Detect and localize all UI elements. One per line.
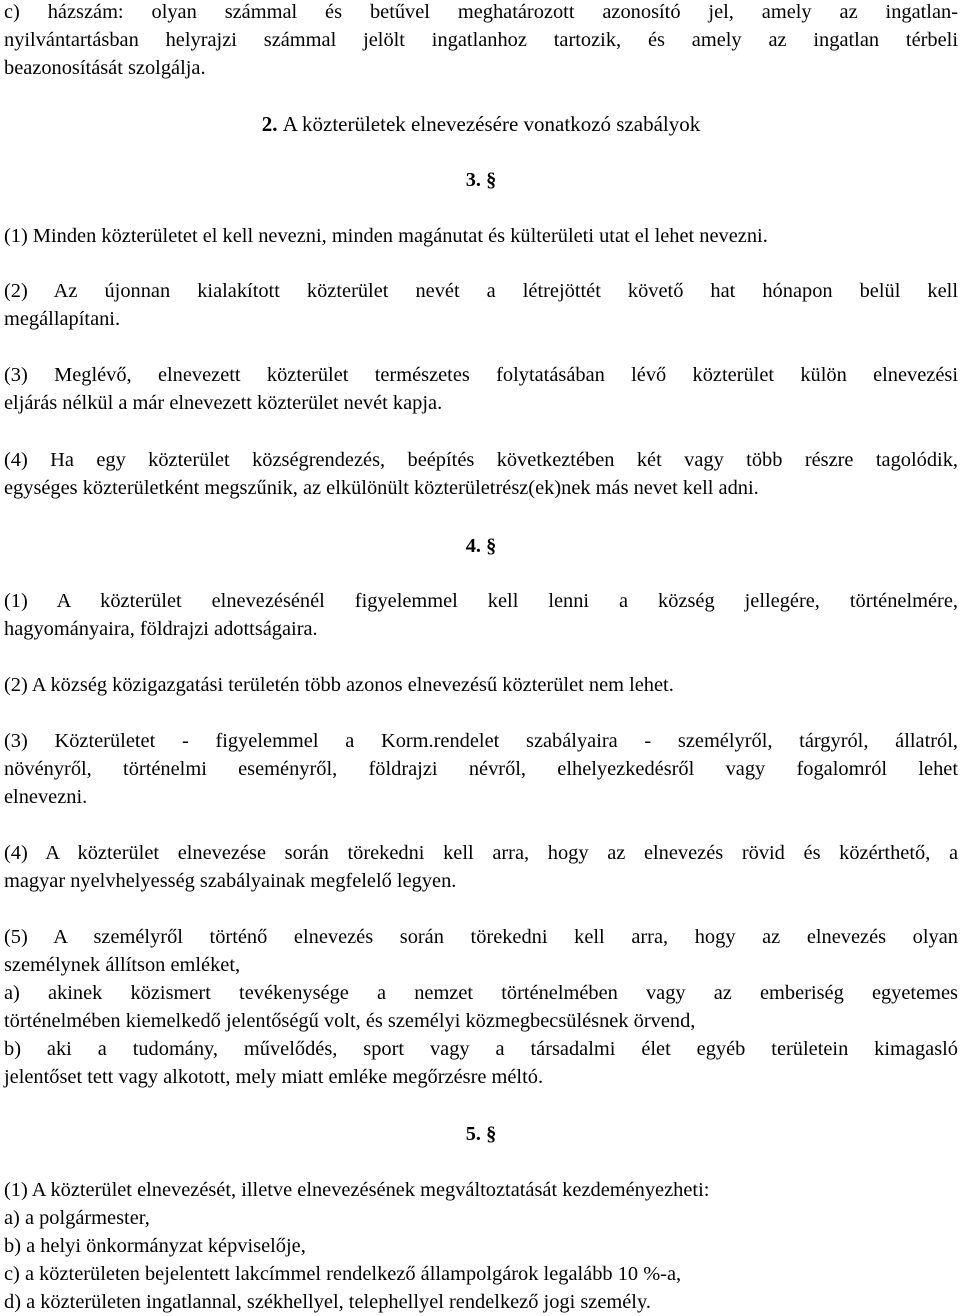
sec5-item-d: d) a közterületen ingatlannal, székhellyel, telephellyel rendelkező jogi személy. [4,1291,651,1313]
intro-line-2: nyilvántartásban helyrajzi számmal jelölt ingatlanhoz tartozik, és amely az ingatlan térbeli [4,29,958,51]
sec3-p2-line-2: megállapítani. [4,308,121,330]
sec3-paragraph-3 [4,361,958,417]
sec4-p3-line-1: (3) Közterületet - figyelemmel a Korm.rendelet szabályaira - személyről, tárgyról, állatról, [4,730,958,752]
sec3-p4-line-2: egységes közterületként megszűnik, az elkülönült közterületrész(ek)nek más nevet kell adni. [4,477,759,499]
sec3-p4-line-1: (4) Ha egy közterület községrendezés, beépítés következtében két vagy több részre tagolódik, [4,449,958,471]
sec4-p5-b-line-2: jelentőset tett vagy alkotott, mely miatt emléke megőrzésre méltó. [4,1066,544,1088]
sec4-p4-line-2: magyar nyelvhelyesség szabályainak megfelelő legyen. [4,870,457,892]
sec4-paragraph-5 [4,923,958,1091]
sec4-paragraph-1 [4,587,958,643]
sec4-p5-b-line-1: b) aki a tudomány, művelődés, sport vagy a társadalmi élet egyéb területein kimagasló [4,1038,958,1060]
sec4-paragraph-4 [4,839,958,895]
section-5-heading: 5. § [465,1123,497,1145]
sec4-p2-line: (2) A község közigazgatási területén több azonos elnevezésű közterület nem lehet. [4,674,674,696]
sec5-item-c: c) a közterületen bejelentett lakcímmel rendelkező állampolgárok legalább 10 %-a, [4,1263,682,1285]
sec3-p3-line-2: eljárás nélkül a már elnevezett közterület nevét kapja. [4,392,443,414]
intro-line-1: c) házszám: olyan számmal és betűvel meghatározott azonosító jel, amely az ingatlan- [4,1,958,23]
sec5-item-b: b) a helyi önkormányzat képviselője, [4,1235,306,1257]
sec4-paragraph-3 [4,727,958,811]
sec3-paragraph-2 [4,277,958,333]
sec3-p1-line: (1) Minden közterületet el kell nevezni, minden magánutat és külterületi utat el lehet nevezni. [4,225,768,247]
sec3-paragraph-1 [4,222,958,250]
sec4-p5-a-line-1: a) akinek közismert tevékenysége a nemzet történelmében vagy az emberiség egyetemes [4,982,958,1004]
sec4-p1-line-2: hagyományaira, földrajzi adottságaira. [4,618,318,640]
sec4-paragraph-2 [4,671,958,699]
sec5-item-a: a) a polgármester, [4,1207,150,1229]
sec4-p4-line-1: (4) A közterület elnevezése során törekedni kell arra, hogy az elnevezés rövid és közérthető, a [4,842,958,864]
sec3-p3-line-1: (3) Meglévő, elnevezett közterület természetes folytatásában lévő közterület külön elnevezési [4,364,958,386]
chapter-heading [4,110,958,138]
sec5-paragraph-1 [4,1176,958,1316]
sec5-p1-line: (1) A közterület elnevezését, illetve elnevezésének megváltoztatását kezdeményezheti: [4,1179,710,1201]
sec4-p5-a-line-2: történelmében kiemelkedő jelentőségű volt, és személyi közmegbecsülésnek örvend, [4,1010,696,1032]
intro-line-3: beazonosítását szolgálja. [4,57,206,79]
chapter-title: A közterületek elnevezésére vonatkozó szabályok [282,112,701,136]
sec4-p3-line-3: elnevezni. [4,786,88,808]
sec3-p2-line-1: (2) Az újonnan kialakított közterület nevét a létrejöttét követő hat hónapon belül kell [4,280,958,302]
sec3-paragraph-4 [4,446,958,502]
sec4-p3-line-2: növényről, történelmi eseményről, földrajzi névről, elhelyezkedésről vagy fogalomról lehet [4,758,958,780]
chapter-number: 2. [261,112,278,136]
intro-paragraph [4,0,958,82]
sec4-p5-line-1: (5) A személyről történő elnevezés során törekedni kell arra, hogy az elnevezés olyan [4,926,958,948]
section-4-heading: 4. § [465,535,497,557]
sec4-p5-line-2: személynek állítson emléket, [4,954,241,976]
section-3-heading: 3. § [465,169,497,191]
sec4-p1-line-1: (1) A közterület elnevezésénél figyelemmel kell lenni a község jellegére, történelmére, [4,590,958,612]
